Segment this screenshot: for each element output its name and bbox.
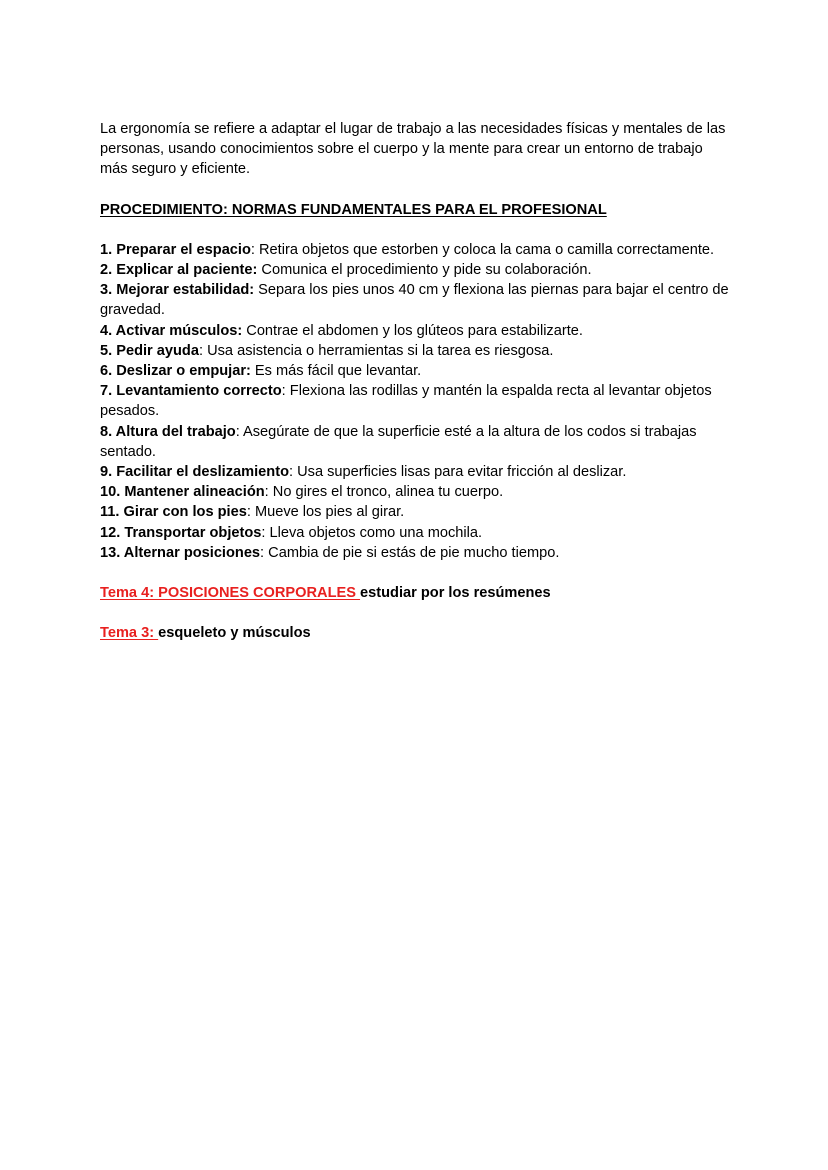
topic-line-tema-4	[100, 583, 732, 603]
list-item	[100, 321, 732, 341]
step-term: 6. Deslizar o empujar:	[100, 363, 251, 380]
list-item	[100, 462, 732, 482]
step-term: 1. Preparar el espacio	[100, 241, 251, 258]
step-description: Usa asistencia o herramientas si la tarea es riesgosa.	[203, 342, 554, 359]
list-item	[100, 341, 732, 361]
step-term: 8. Altura del trabajo	[100, 423, 236, 440]
step-separator: :	[235, 423, 240, 440]
tema-label: Tema 3:	[100, 625, 159, 642]
step-term: 3. Mejorar estabilidad:	[100, 282, 255, 299]
step-separator: :	[261, 524, 266, 541]
list-item	[100, 523, 732, 543]
step-term: 5. Pedir ayuda	[100, 342, 199, 359]
step-description: Mueve los pies al girar.	[250, 504, 405, 521]
list-item	[100, 361, 732, 381]
tema-text: esqueleto y músculos	[158, 625, 311, 642]
step-term: 11. Girar con los pies	[100, 504, 247, 521]
list-item	[100, 502, 732, 522]
list-item	[100, 543, 732, 563]
step-separator: :	[264, 484, 269, 501]
step-description: Retira objetos que estorben y coloca la cama o camilla correctamente.	[254, 241, 715, 258]
step-separator: :	[260, 544, 265, 561]
step-term: 13. Alternar posiciones	[100, 544, 261, 561]
step-separator: :	[281, 383, 286, 400]
step-description: Cambia de pie si estás de pie mucho tiempo.	[264, 544, 560, 561]
step-description: Asegúrate de que la superficie esté a la altura de los codos si trabajas sentado.	[100, 423, 697, 460]
list-item	[100, 260, 732, 280]
list-item	[100, 280, 732, 320]
step-description: Contrae el abdomen y los glúteos para estabilizarte.	[242, 322, 583, 339]
step-separator: :	[250, 241, 255, 258]
list-item	[100, 422, 732, 462]
step-term: 2. Explicar al paciente:	[100, 262, 258, 279]
intro-paragraph: La ergonomía se refiere a adaptar el lugar de trabajo a las necesidades físicas y mentales de las personas, usando conocimientos sobre el cuerpo y la mente para crear un entorno de trabajo más seguro y eficiente.	[100, 121, 726, 178]
topic-line-tema-3	[100, 623, 732, 643]
step-separator: :	[246, 504, 251, 521]
step-separator: :	[288, 464, 294, 481]
step-description: Separa los pies unos 40 cm y flexiona las piernas para bajar el centro de gravedad.	[100, 282, 729, 319]
step-separator: :	[198, 342, 204, 359]
step-term: 10. Mantener alineación	[100, 484, 265, 501]
step-description: Es más fácil que levantar.	[250, 363, 422, 380]
section-heading: PROCEDIMIENTO: NORMAS FUNDAMENTALES PARA EL PROFESIONAL	[100, 201, 607, 218]
list-item	[100, 240, 732, 260]
step-term: 4. Activar músculos:	[100, 322, 243, 339]
list-item	[100, 482, 732, 502]
step-term: 9. Facilitar el deslizamiento	[100, 464, 289, 481]
list-item	[100, 381, 732, 421]
step-description: Comunica el procedimiento y pide su colaboración.	[257, 262, 592, 279]
step-description: Usa superficies lisas para evitar fricción al deslizar.	[293, 464, 627, 481]
step-description: Flexiona las rodillas y mantén la espalda recta al levantar objetos pesados.	[100, 383, 712, 420]
tema-label: Tema 4: POSICIONES CORPORALES	[100, 585, 361, 602]
step-term: 12. Transportar objetos	[100, 524, 262, 541]
step-term: 7. Levantamiento correcto	[100, 383, 282, 400]
document-page	[100, 119, 732, 643]
procedure-list	[100, 240, 732, 563]
step-description: Lleva objetos como una mochila.	[265, 524, 483, 541]
step-description: No gires el tronco, alinea tu cuerpo.	[268, 484, 504, 501]
tema-text: estudiar por los resúmenes	[360, 585, 551, 602]
